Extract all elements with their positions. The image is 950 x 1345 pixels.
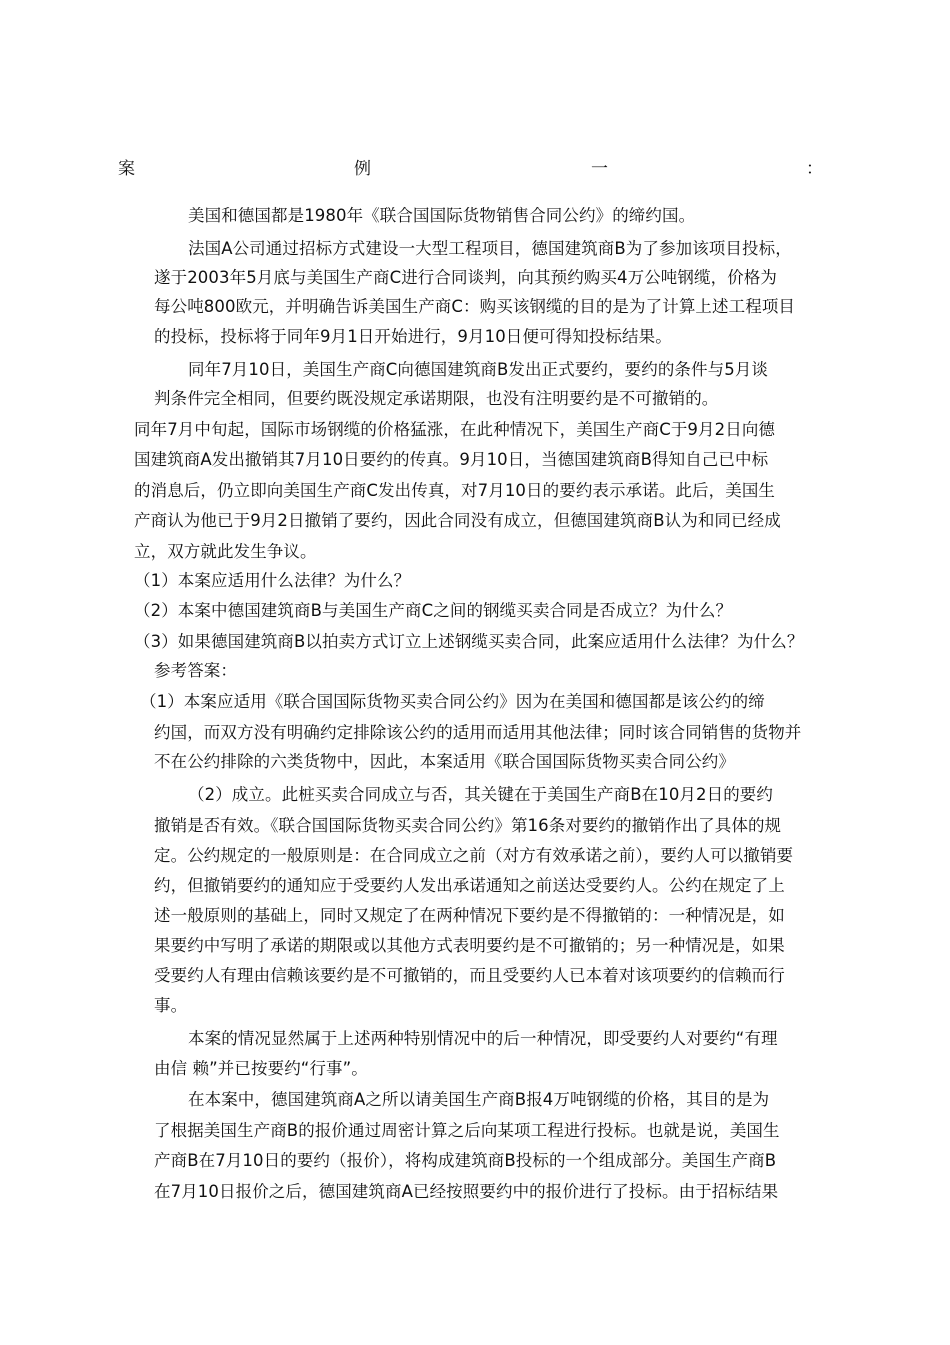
text-line: 美国和德国都是1980年《联合国国际货物销售合同公约》的缔约国。: [188, 206, 696, 225]
text-line: 约国，而双方没有明确约定排除该公约的适用而适用其他法律；同时该合同销售的货物并: [154, 723, 802, 742]
title-char: 例: [354, 159, 371, 179]
text-line: （2）成立。此桩买卖合同成立与否，其关键在于美国生产商B在10月2日的要约: [188, 785, 774, 804]
text-line: 产商B在7月10日的要约（报价），将构成建筑商B投标的一个组成部分。美国生产商B: [154, 1151, 777, 1170]
text-line: 立，双方就此发生争议。: [134, 542, 317, 561]
text-line: 了根据美国生产商B的报价通过周密计算之后向某项工程进行投标。也就是说，美国生: [154, 1121, 780, 1140]
answer-heading: 参考答案：: [154, 661, 237, 680]
question-2: （2）本案中德国建筑商B与美国生产商C之间的钢缆买卖合同是否成立？为什么？: [134, 601, 733, 620]
text-line: 同年7月10日，美国生产商C向德国建筑商B发出正式要约，要约的条件与5月谈: [188, 360, 769, 379]
text-line: 本案的情况显然属于上述两种特别情况中的后一种情况，即受要约人对要约“有理: [188, 1029, 778, 1048]
text-line: 在7月10日报价之后，德国建筑商A已经按照要约中的报价进行了投标。由于招标结果: [154, 1182, 779, 1201]
text-line: 的消息后，仍立即向美国生产商C发出传真，对7月10日的要约表示承诺。此后，美国生: [134, 481, 776, 500]
text-line: 每公吨800欧元，并明确告诉美国生产商C：购买该钢缆的目的是为了计算上述工程项目: [154, 297, 796, 316]
text-line: 由信 赖”并已按要约“行事”。: [154, 1059, 368, 1078]
text-line: 受要约人有理由信赖该要约是不可撤销的，而且受要约人已本着对该项要约的信赖而行: [154, 966, 785, 985]
title-char: 案: [118, 159, 135, 179]
text-line: 在本案中，德国建筑商A之所以请美国生产商B报4万吨钢缆的价格，其目的是为: [188, 1090, 770, 1109]
text-line: 述一般原则的基础上，同时又规定了在两种情况下要约是不得撤销的：一种情况是，如: [154, 906, 785, 925]
title-char: ：: [806, 159, 823, 179]
text-line: 定。公约规定的一般原则是：在合同成立之前（对方有效承诺之前），要约人可以撤销要: [154, 846, 794, 865]
text-line: 撤销是否有效。《联合国国际货物买卖合同公约》第16条对要约的撤销作出了具体的规: [154, 816, 782, 835]
text-line: 法国A公司通过招标方式建设一大型工程项目，德国建筑商B为了参加该项目投标，: [188, 239, 792, 258]
text-line: （1）本案应适用《联合国国际货物买卖合同公约》因为在美国和德国都是该公约的缔: [140, 692, 765, 711]
text-line: 果要约中写明了承诺的期限或以其他方式表明要约是不可撤销的；另一种情况是，如果: [154, 936, 785, 955]
title-char: 一: [591, 159, 608, 179]
question-3: （3）如果德国建筑商B以拍卖方式订立上述钢缆买卖合同，此案应适用什么法律？为什么？: [134, 632, 804, 651]
text-line: 不在公约排除的六类货物中，因此，本案适用《联合国国际货物买卖合同公约》: [154, 752, 735, 771]
text-line: 产商认为他已于9月2日撤销了要约，因此合同没有成立，但德国建筑商B认为和同已经成: [134, 511, 781, 530]
text-line: 同年7月中旬起，国际市场钢缆的价格猛涨，在此种情况下，美国生产商C于9月2日向德: [134, 420, 776, 439]
text-line: 事。: [154, 996, 188, 1015]
text-line: 判条件完全相同，但要约既没规定承诺期限，也没有注明要约是不可撤销的。: [154, 389, 719, 408]
text-line: 国建筑商A发出撤销其7月10日要约的传真。9月10日，当德国建筑商B得知自己已中标: [134, 450, 769, 469]
document-title: [118, 156, 824, 182]
text-line: 约，但撤销要约的通知应于受要约人发出承诺通知之前送达受要约人。公约在规定了上: [154, 876, 785, 895]
text-line: 遂于2003年5月底与美国生产商C进行合同谈判，向其预约购买4万公吨钢缆，价格为: [154, 268, 778, 287]
question-1: （1）本案应适用什么法律？为什么？: [134, 571, 411, 590]
text-line: 的投标，投标将于同年9月1日开始进行，9月10日便可得知投标结果。: [154, 327, 672, 346]
